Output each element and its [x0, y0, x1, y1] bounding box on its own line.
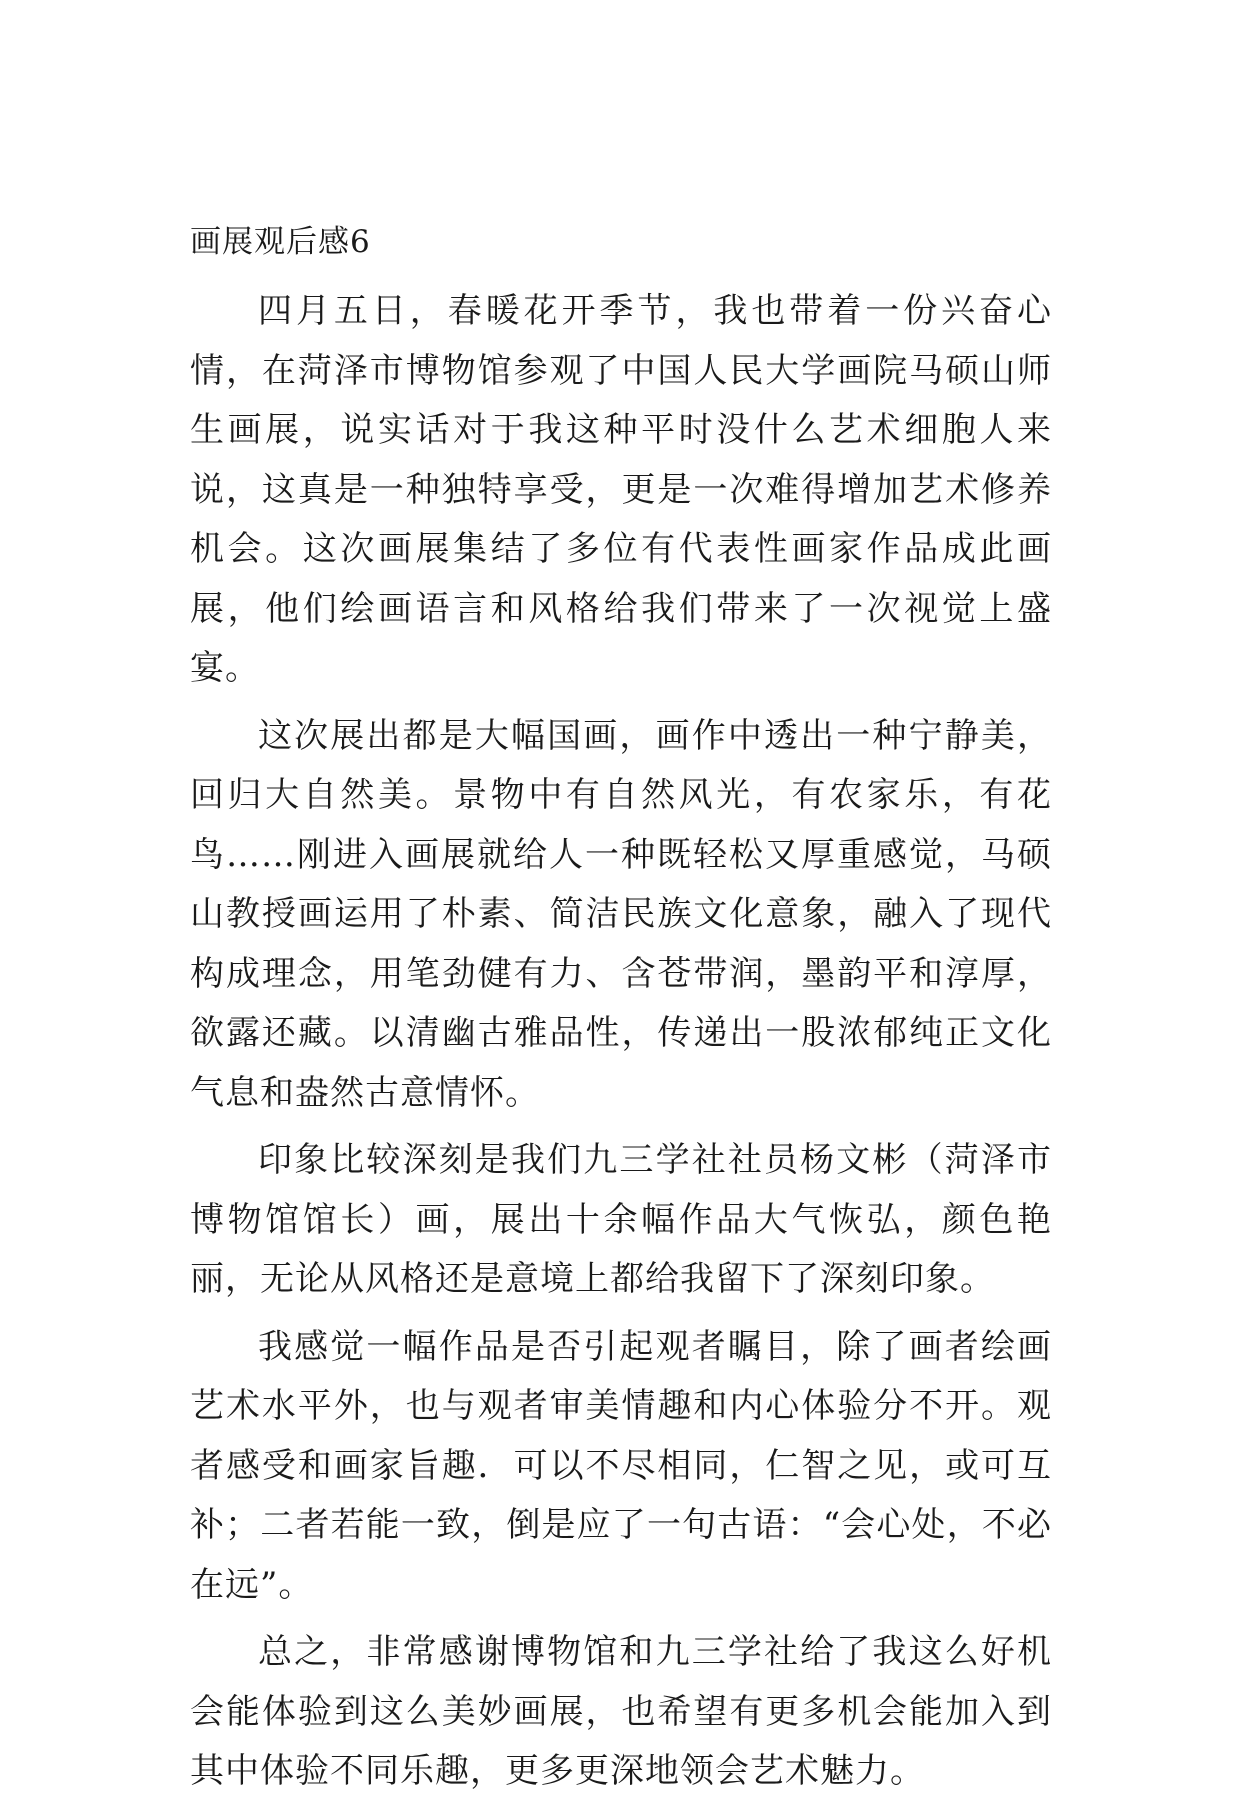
paragraph-2: 这次展出都是大幅国画，画作中透出一种宁静美，回归大自然美。景物中有自然风光，有农家乐，有花鸟……刚进入画展就给人一种既轻松又厚重感觉，马硕山教授画运用了朴素、简洁民族文化意象，融入了现代构成理念，用笔劲健有力、含苍带润，墨韵平和淳厚，欲露还藏。以清幽古雅品性，传递出一股浓郁纯正文化气息和盎然古意情怀。 [190, 715, 1052, 1113]
paragraph-4: 我感觉一幅作品是否引起观者瞩目，除了画者绘画艺术水平外，也与观者审美情趣和内心体验分不开。观者感受和画家旨趣．可以不尽相同，仁智之见，或可互补；二者若能一致，倒是应了一句古语：“会心处，不必在远”。 [190, 1326, 1052, 1605]
paragraph-3: 印象比较深刻是我们九三学社社员杨文彬（菏泽市博物馆馆长）画，展出十余幅作品大气恢弘，颜色艳丽，无论从风格还是意境上都给我留下了深刻印象。 [190, 1140, 1052, 1299]
document-title: 画展观后感6 [190, 224, 371, 260]
document-page [190, 214, 1052, 1810]
paragraph-1: 四月五日，春暖花开季节，我也带着一份兴奋心情，在菏泽市博物馆参观了中国人民大学画院马硕山师生画展，说实话对于我这种平时没什么艺术细胞人来说，这真是一种独特享受，更是一次难得增加艺术修养机会。这次画展集结了多位有代表性画家作品成此画展，他们绘画语言和风格给我们带来了一次视觉上盛宴。 [190, 291, 1052, 688]
paragraph-5: 总之，非常感谢博物馆和九三学社给了我这么好机会能体验到这么美妙画展，也希望有更多机会能加入到其中体验不同乐趣，更多更深地领会艺术魅力。 [190, 1632, 1052, 1791]
